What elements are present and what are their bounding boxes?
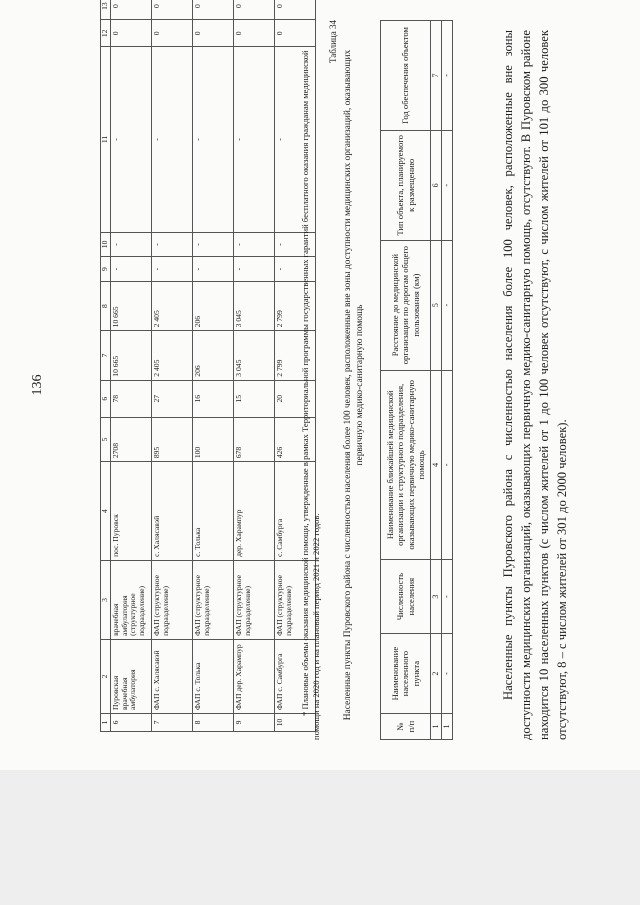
cell: ФАП (структурное подразделение): [152, 560, 193, 639]
cell: -: [111, 257, 152, 282]
cell: 206: [193, 331, 234, 380]
cell: 895: [152, 417, 193, 461]
cell: 0: [275, 0, 316, 20]
cell: -: [152, 47, 193, 232]
table-row: [442, 21, 453, 740]
cell: пос. Пуровск: [111, 462, 152, 561]
cell: 10 665: [111, 331, 152, 380]
cell: -: [234, 257, 275, 282]
cell: 3 045: [234, 331, 275, 380]
cell: 0: [152, 20, 193, 47]
header-cell: 1: [101, 713, 111, 731]
cell: 6: [431, 130, 442, 240]
cell: -: [275, 257, 316, 282]
cell: Пуровская врачебная амбулатория: [111, 639, 152, 713]
table-header-row: [101, 0, 111, 732]
cell: 0: [111, 20, 152, 47]
header-cell: 5: [101, 417, 111, 461]
header-cell: 10: [101, 232, 111, 257]
cell: врачебная амбулатория (структурное подразделение): [111, 560, 152, 639]
cell: 0: [193, 20, 234, 47]
header-cell: Численность населения: [381, 560, 431, 634]
cell: 2708: [111, 417, 152, 461]
cell: ФАП (структурное подразделение): [193, 560, 234, 639]
table-caption: Населенные пункты Пуровского района с численностью населения более 100 человек, расположенные вне зоны доступности медицинских организаций, оказывающих первичную медико-санитарную помощь: [343, 49, 366, 721]
page-number: 136: [30, 374, 45, 396]
cell: -: [234, 232, 275, 257]
cell: ФАП с. Самбурга: [275, 639, 316, 713]
header-cell: Наименование населенного пункта: [381, 634, 431, 714]
table-row: [111, 0, 152, 732]
column-number-row: [431, 21, 442, 740]
cell: -: [275, 47, 316, 232]
cell: 20: [275, 380, 316, 417]
header-cell: 13: [101, 0, 111, 20]
cell: ФАП с. Толька: [193, 639, 234, 713]
cell: 10: [275, 713, 316, 731]
header-cell: 12: [101, 20, 111, 47]
cell: 10 665: [111, 281, 152, 330]
body-paragraph: Населенные пункты Пуровского района с численностью населения более 100 человек, расположенные вне зоны доступности медицинских организаций, оказывающих первичную медико-санитарную помощь, отсутствуют. В Пуровском районе находится 10 населенных пунктов (с числом жителей от 1 до 100 человек отсутствуют, с числом жителей от 101 до 300 человек отсутствуют, 8 – с числом жителей от 301 до 2000 человек).: [501, 30, 569, 740]
cell: -: [234, 47, 275, 232]
header-cell: 8: [101, 281, 111, 330]
cell: с. Халясавэй: [152, 462, 193, 561]
cell: 2 799: [275, 331, 316, 380]
cell: -: [275, 232, 316, 257]
cell: 9: [234, 713, 275, 731]
cell: -: [152, 232, 193, 257]
cell: 27: [152, 380, 193, 417]
cell: -: [111, 232, 152, 257]
header-cell: 7: [101, 331, 111, 380]
cell: -: [152, 257, 193, 282]
cell: 8: [193, 713, 234, 731]
cell: 2: [431, 634, 442, 714]
cell: 0: [234, 0, 275, 20]
cell: -: [193, 47, 234, 232]
cell: 7: [431, 21, 442, 131]
cell: дер. Харампур: [234, 462, 275, 561]
cell: 426: [275, 417, 316, 461]
header-cell: Наименование ближайшей медицинской организации и структурного подразделения, оказывающих первичную медико-санитарную помощь: [381, 370, 431, 560]
header-cell: 9: [101, 257, 111, 282]
cell: 206: [193, 281, 234, 330]
header-cell: 6: [101, 380, 111, 417]
cell: -: [442, 240, 453, 370]
header-cell: 4: [101, 462, 111, 561]
cell: 16: [193, 380, 234, 417]
cell: ФАП (структурное подразделение): [275, 560, 316, 639]
cell: 0: [152, 0, 193, 20]
cell: -: [111, 47, 152, 232]
footnote: * Плановые объемы оказания медицинской помощи, утвержденные в рамках Территориальной программы государственных гарантий бесплатного оказания гражданам медицинской помощи на 2020 год и на плановый период 2021 и 2022 годов.: [300, 50, 322, 740]
header-cell: Расстояние до медицинской организации по дорогам общего пользования (км): [381, 240, 431, 370]
cell: -: [442, 634, 453, 714]
cell: 2 799: [275, 281, 316, 330]
cell: с. Толька: [193, 462, 234, 561]
cell: с. Самбурга: [275, 462, 316, 561]
table-row: [234, 0, 275, 732]
table-row: [152, 0, 193, 732]
cell: 2 405: [152, 331, 193, 380]
cell: 7: [152, 713, 193, 731]
cell: 2 405: [152, 281, 193, 330]
table-label: Таблица 34: [328, 20, 338, 63]
header-cell: № п/п: [381, 714, 431, 740]
cell: 678: [234, 417, 275, 461]
cell: 5: [431, 240, 442, 370]
cell: 1: [431, 714, 442, 740]
cell: 78: [111, 380, 152, 417]
facilities-table: [100, 0, 316, 732]
header-cell: 11: [101, 47, 111, 232]
cell: -: [442, 130, 453, 240]
cell: 6: [111, 713, 152, 731]
cell: 0: [193, 0, 234, 20]
cell: 0: [111, 0, 152, 20]
cell: -: [442, 21, 453, 131]
cell: 0: [234, 20, 275, 47]
header-cell: 3: [101, 560, 111, 639]
cell: -: [193, 232, 234, 257]
cell: -: [193, 257, 234, 282]
cell: 0: [275, 20, 316, 47]
cell: 1: [442, 714, 453, 740]
header-cell: 2: [101, 639, 111, 713]
cell: -: [442, 560, 453, 634]
header-cell: Тип объекта, планируемого к размещению: [381, 130, 431, 240]
cell: ФАП с. Халясавэй: [152, 639, 193, 713]
unserved-settlements-table: [380, 20, 453, 740]
cell: ФАП дер. Харампур: [234, 639, 275, 713]
cell: 3: [431, 560, 442, 634]
cell: -: [442, 370, 453, 560]
cell: 4: [431, 370, 442, 560]
table-row: [193, 0, 234, 732]
header-cell: Год обеспечения объектом: [381, 21, 431, 131]
cell: 3 045: [234, 281, 275, 330]
cell: 15: [234, 380, 275, 417]
cell: ФАП (структурное подразделение): [234, 560, 275, 639]
table-header-row: [381, 21, 431, 740]
cell: 100: [193, 417, 234, 461]
